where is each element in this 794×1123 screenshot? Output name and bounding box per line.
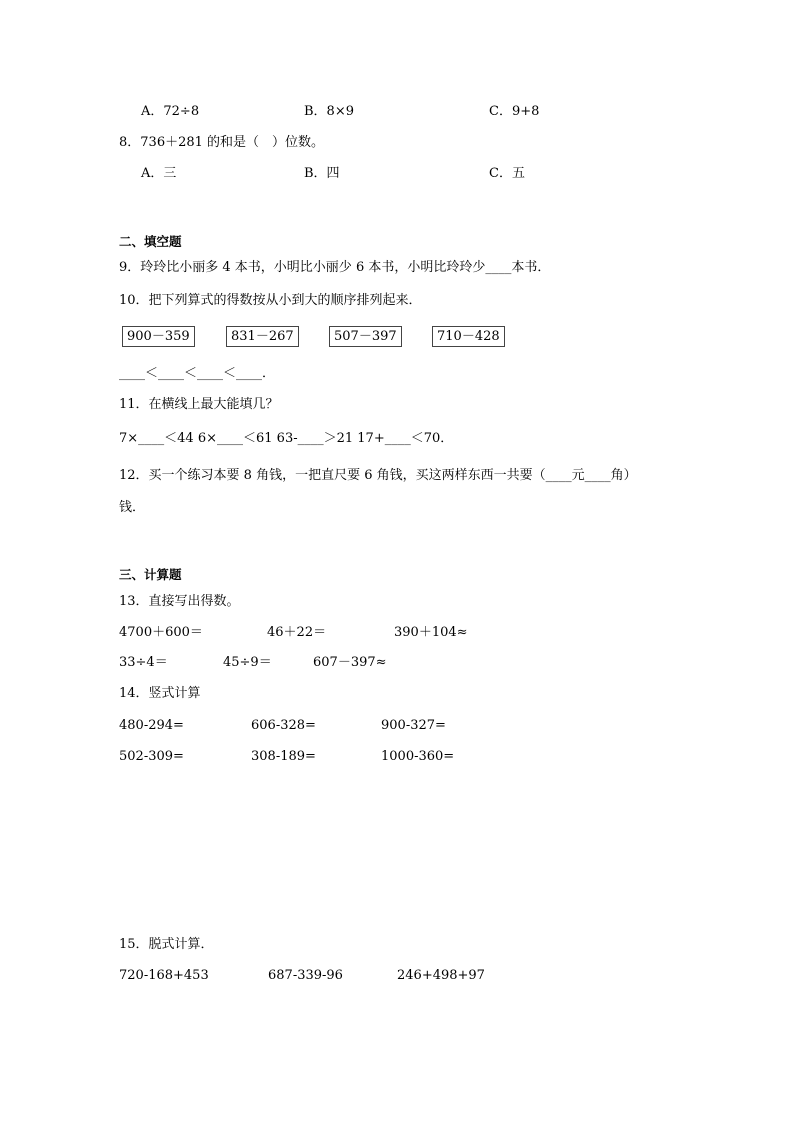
q13-stem: 13．直接写出得数。 <box>119 594 240 609</box>
q10-expression-box: 710－428 <box>432 326 505 347</box>
q11-line: 7×____＜44 6×____＜61 63-____＞21 17+____＜70． <box>119 431 454 446</box>
q10-stem: 10．把下列算式的得数按从小到大的顺序排列起来． <box>119 293 422 308</box>
q14-item: 606-328= <box>251 718 316 733</box>
q15-stem: 15．脱式计算． <box>119 937 214 952</box>
q12-line-2: 钱． <box>119 500 146 515</box>
q11-stem: 11．在横线上最大能填几？ <box>119 397 279 412</box>
q10-expression-box: 900－359 <box>122 326 195 347</box>
q13-item: 607－397≈ <box>313 655 387 670</box>
q9-text: 9．玲玲比小丽多 4 本书，小明比小丽少 6 本书，小明比玲玲少____本书． <box>119 260 551 275</box>
q15-item: 687-339-96 <box>268 968 343 983</box>
section-3-title: 三、计算题 <box>119 567 182 582</box>
q13-item: 390＋104≈ <box>394 625 468 640</box>
q10-answer-line: ____＜____＜____＜____． <box>119 366 276 381</box>
q14-item: 308-189= <box>251 749 316 764</box>
q13-item: 46＋22＝ <box>267 625 327 640</box>
q10-expression-box: 831－267 <box>226 326 299 347</box>
q14-stem: 14．竖式计算 <box>119 686 201 701</box>
q15-item: 246+498+97 <box>397 968 485 983</box>
q13-item: 33÷4＝ <box>119 655 168 670</box>
q7-option-b: B．8×9 <box>304 104 354 119</box>
q8-option-c: C．五 <box>489 166 525 181</box>
q15-item: 720-168+453 <box>119 968 209 983</box>
q14-item: 1000-360= <box>381 749 455 764</box>
q8-stem: 8．736＋281 的和是（ ）位数。 <box>119 135 325 150</box>
q14-item: 480-294= <box>119 718 184 733</box>
q14-item: 900-327= <box>381 718 446 733</box>
q7-option-c: C．9+8 <box>489 104 540 119</box>
q10-expression-box: 507－397 <box>329 326 402 347</box>
q14-item: 502-309= <box>119 749 184 764</box>
q8-option-a: A．三 <box>141 166 177 181</box>
q8-option-b: B．四 <box>304 166 340 181</box>
q7-option-a: A．72÷8 <box>141 104 200 119</box>
section-2-title: 二、填空题 <box>119 234 182 249</box>
q13-item: 4700＋600＝ <box>119 625 203 640</box>
q13-item: 45÷9＝ <box>223 655 272 670</box>
q12-line-1: 12．买一个练习本要 8 角钱，一把直尺要 6 角钱，买这两样东西一共要（____元____角） <box>119 468 637 483</box>
